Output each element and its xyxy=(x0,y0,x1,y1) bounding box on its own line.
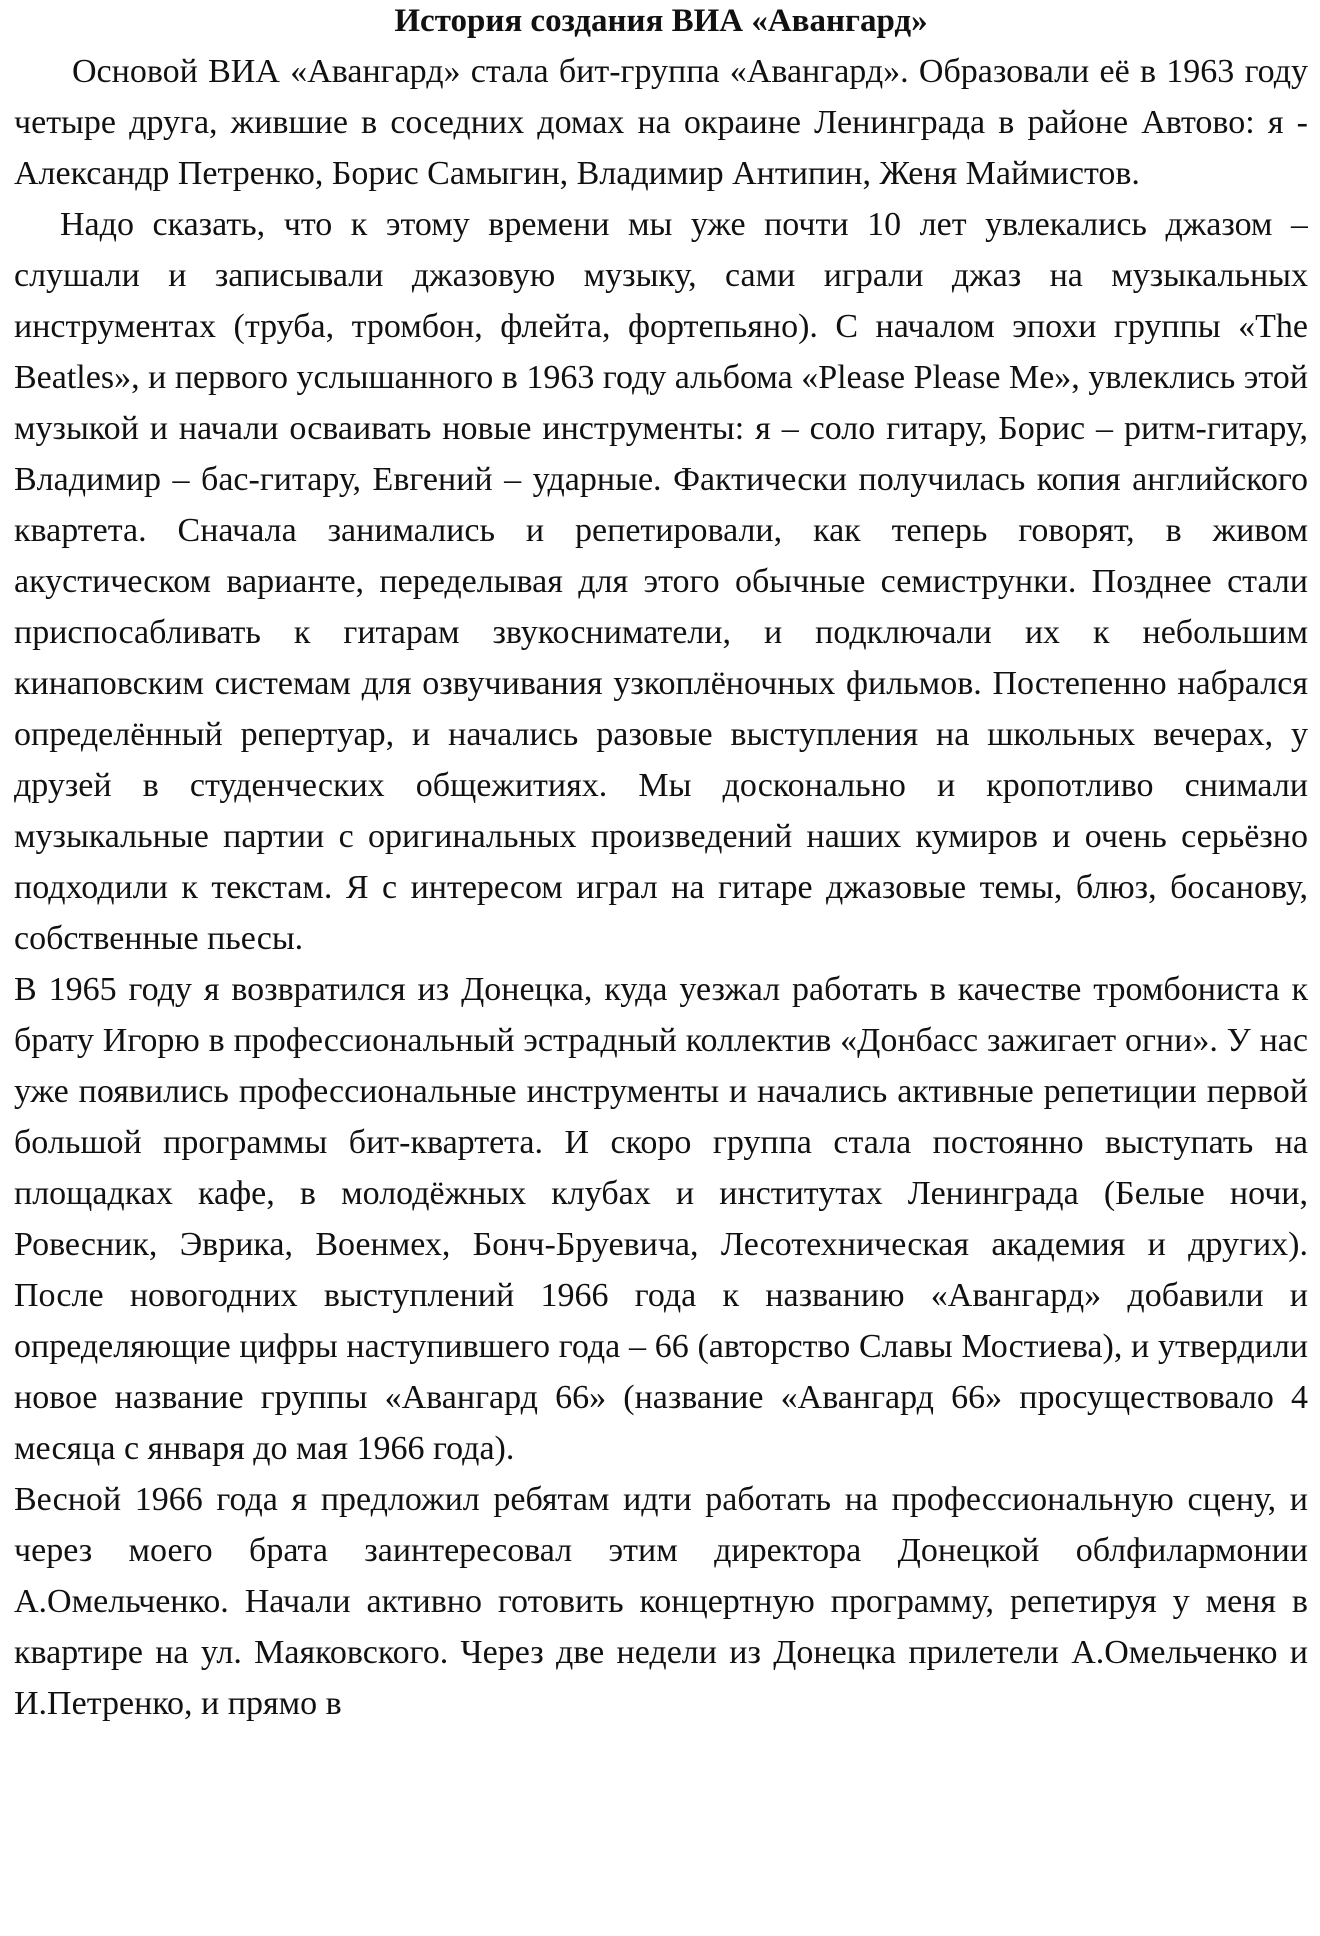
paragraph-1: Основой ВИА «Авангард» стала бит-группа «Авангард». Образовали её в 1963 году четыре друга, жившие в соседних домах на окраине Ленинграда в районе Автово: я - Александр Петренко, Борис Самыгин, Владимир Антипин, Женя Маймистов. xyxy=(14,53,1308,192)
paragraph-4: Весной 1966 года я предложил ребятам идти работать на профессиональную сцену, и через моего брата заинтересовал этим директора Донецкой облфилармонии А.Омельченко. Начали активно готовить концертную программу, репетируя у меня в квартире на ул. Маяковского. Через две недели из Донецка прилетели А.Омельченко и И.Петренко, и прямо в xyxy=(14,1481,1308,1722)
document-title: История создания ВИА «Авангард» xyxy=(394,3,928,39)
document-page xyxy=(14,0,1308,1936)
paragraph-2: Надо сказать, что к этому времени мы уже почти 10 лет увлекались джазом – слушали и записывали джазовую музыку, сами играли джаз на музыкальных инструментах (труба, тромбон, флейта, фортепьяно). С началом эпохи группы «The Beatles», и первого услышанного в 1963 году альбома «Please Please Me», увлеклись этой музыкой и начали осваивать новые инструменты: я – соло гитару, Борис – ритм-гитару, Владимир – бас-гитару, Евгений – ударные. Фактически получилась копия английского квартета. Сначала занимались и репетировали, как теперь говорят, в живом акустическом варианте, переделывая для этого обычные семиструнки. Позднее стали приспосабливать к гитарам звукосниматели, и подключали их к небольшим кинаповским системам для озвучивания узкоплёночных фильмов. Постепенно набрался определённый репертуар, и начались разовые выступления на школьных вечерах, у друзей в студенческих общежитиях. Мы досконально и кропотливо снимали музыкальные партии с оригинальных произведений наших кумиров и очень серьёзно подходили к текстам. Я с интересом играл на гитаре джазовые темы, блюз, босанову, собственные пьесы. xyxy=(14,206,1308,957)
paragraph-3: В 1965 году я возвратился из Донецка, куда уезжал работать в качестве тромбониста к брату Игорю в профессиональный эстрадный коллектив «Донбасс зажигает огни». У нас уже появились профессиональные инструменты и начались активные репетиции первой большой программы бит-квартета. И скоро группа стала постоянно выступать на площадках кафе, в молодёжных клубах и институтах Ленинграда (Белые ночи, Ровесник, Эврика, Военмех, Бонч-Бруевича, Лесотехническая академия и других). После новогодних выступлений 1966 года к названию «Авангард» добавили и определяющие цифры наступившего года – 66 (авторство Славы Мостиева), и утвердили новое название группы «Авангард 66» (название «Авангард 66» просуществовало 4 месяца с января до мая 1966 года). xyxy=(14,971,1308,1467)
